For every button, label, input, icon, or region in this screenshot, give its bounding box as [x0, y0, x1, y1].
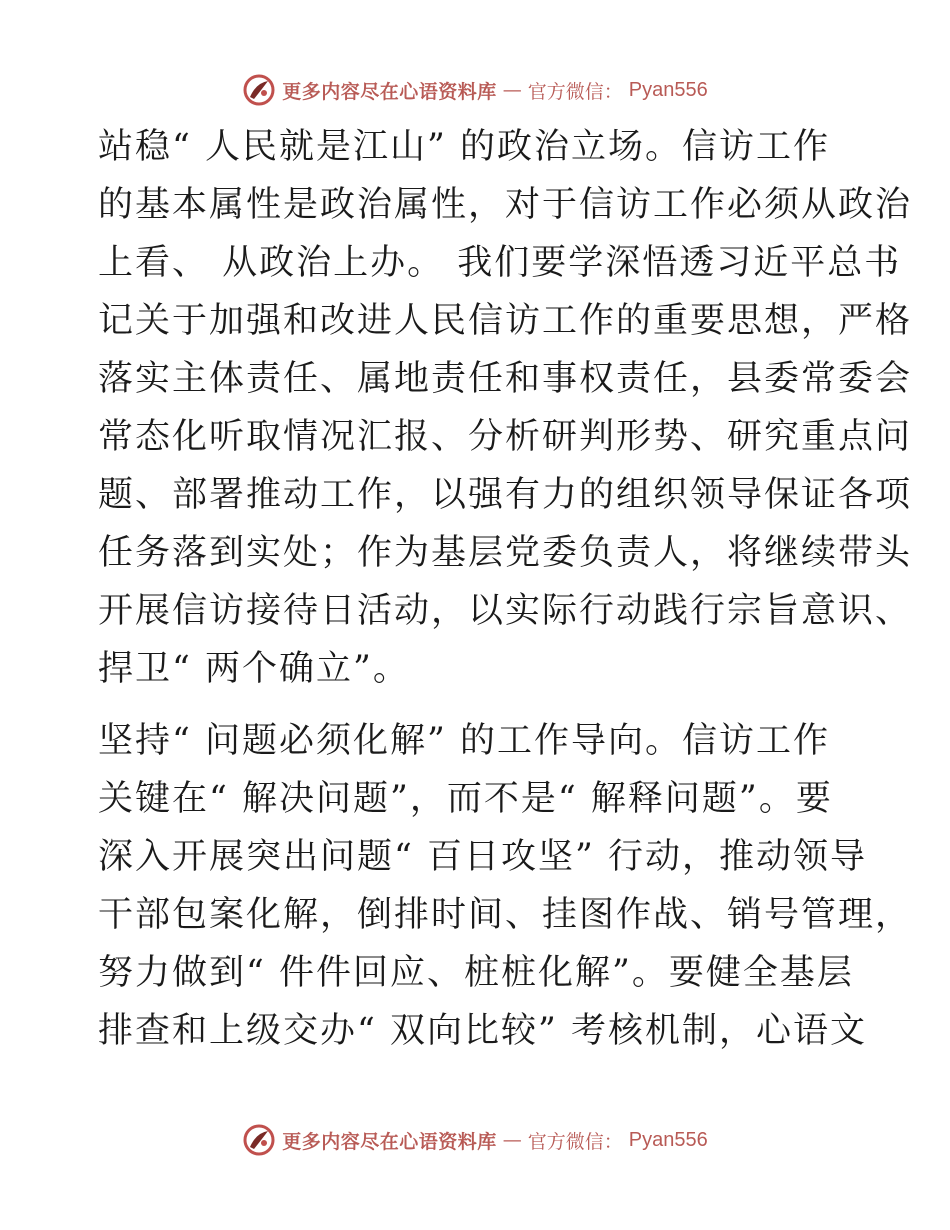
text-line: 排查和上级交办“ 双向比较” 考核机制，心语文: [98, 1011, 868, 1051]
watermark-label: 官方微信：: [527, 1130, 623, 1153]
text-line: 记关于加强和改进人民信访工作的重要思想，严格: [98, 301, 913, 341]
text-line: 捍卫“ 两个确立”。: [98, 649, 410, 689]
watermark-brand-text: 更多内容尽在心语资料库: [282, 80, 497, 103]
text-line: 深入开展突出问题“ 百日攻坚” 行动，推动领导: [98, 837, 868, 877]
footer-watermark: [0, 1120, 950, 1160]
header-watermark: [0, 70, 950, 110]
text-line: 上看、 从政治上办。 我们要学深悟透习近平总书: [98, 243, 902, 283]
text-line: 干部包案化解，倒排时间、挂图作战、销号管理，: [98, 895, 913, 935]
text-line: 开展信访接待日活动，以实际行动践行宗旨意识、: [98, 591, 913, 631]
watermark-wechat-id: Pyan556: [628, 78, 708, 101]
paragraph-2: [98, 712, 913, 1060]
text-line: 常态化听取情况汇报、分析研判形势、研究重点问: [98, 417, 913, 457]
paragraph-1: [98, 118, 913, 698]
watermark-label: 官方微信：: [527, 80, 623, 103]
text-line: 的基本属性是政治属性，对于信访工作必须从政治: [98, 185, 913, 225]
text-line: 站稳“ 人民就是江山” 的政治立场。信访工作: [98, 127, 831, 167]
text-line: 落实主体责任、属地责任和事权责任，县委常委会: [98, 359, 913, 399]
text-line: 坚持“ 问题必须化解” 的工作导向。信访工作: [98, 721, 831, 761]
text-line: 关键在“ 解决问题”，而不是“ 解释问题”。要: [98, 779, 833, 819]
document-body: [98, 118, 913, 1074]
watermark-wechat-id: Pyan556: [628, 1128, 708, 1151]
text-line: 题、部署推动工作，以强有力的组织领导保证各项: [98, 475, 913, 515]
watermark-brand-text: 更多内容尽在心语资料库: [282, 1130, 497, 1153]
watermark-dash: —: [502, 1129, 522, 1151]
brand-logo-icon: [242, 73, 276, 107]
text-line: 任务落到实处；作为基层党委负责人，将继续带头: [98, 533, 913, 573]
brand-logo-icon: [242, 1123, 276, 1157]
watermark-dash: —: [502, 79, 522, 101]
text-line: 努力做到“ 件件回应、桩桩化解”。要健全基层: [98, 953, 854, 993]
